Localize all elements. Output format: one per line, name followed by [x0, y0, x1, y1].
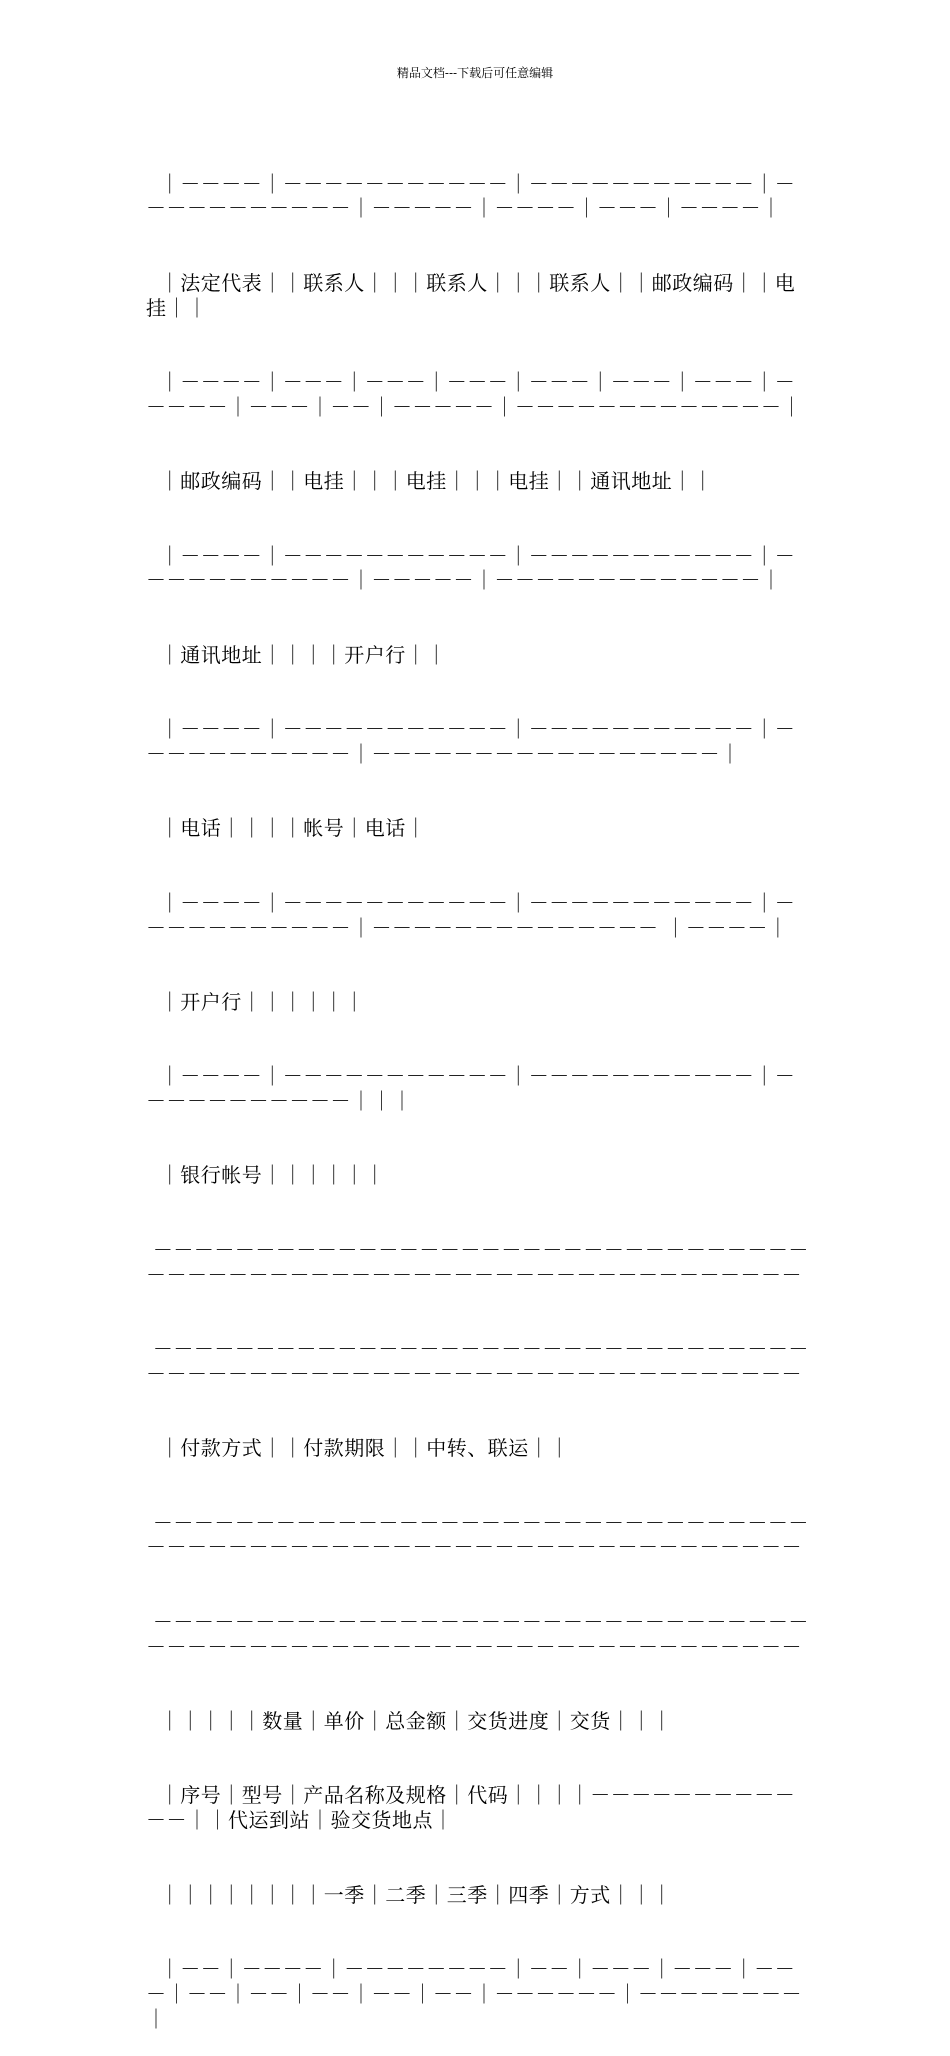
table-border-line: ｜－－－－｜－－－－－－－－－－－｜－－－－－－－－－－－｜－－－－－－－－－－－｜－－－－－｜－－－－｜－－－｜－－－－｜	[146, 171, 796, 221]
table-border-line: ｜－－－－｜－－－－－－－－－－－｜－－－－－－－－－－－｜－－－－－－－－－－－｜－－－－－－－－－－－－－－－－－｜	[146, 717, 796, 766]
divider-line: －－－－－－－－－－－－－－－－－－－－－－－－－－－－－－－－－－－－－－－－－－－－－－－－－－－－－－－－－－－－－－－－	[146, 1337, 809, 1386]
page-header: 精品文档---下载后可任意编辑	[396, 66, 554, 80]
table-header-row: ｜｜｜｜｜｜｜｜一季｜二季｜三季｜四季｜方式｜｜｜	[146, 1882, 673, 1907]
table-border-line: ｜－－－－｜－－－－－－－－－－－｜－－－－－－－－－－－｜－－－－－－－－－－－｜｜｜	[146, 1064, 796, 1114]
table-header-row: ｜｜｜｜｜数量｜单价｜总金额｜交货进度｜交货｜｜｜	[146, 1709, 673, 1733]
table-border-line: ｜－－－－｜－－－－－－－－－－－｜－－－－－－－－－－－｜－－－－－－－－－－－｜－－－－－－－－－－－－－－ ｜－－－－｜	[146, 890, 796, 940]
table-row-address: ｜通讯地址｜｜｜｜开户行｜｜	[146, 642, 447, 667]
divider-line: －－－－－－－－－－－－－－－－－－－－－－－－－－－－－－－－－－－－－－－－－－－－－－－－－－－－－－－－－－－－－－－－	[146, 1609, 809, 1659]
divider-line: －－－－－－－－－－－－－－－－－－－－－－－－－－－－－－－－－－－－－－－－－－－－－－－－－－－－－－－－－－－－－－－－	[146, 1237, 809, 1287]
table-header-row: ｜序号｜型号｜产品名称及规格｜代码｜｜｜｜－－－－－－－－－－－－｜｜代运到站｜验交货地点｜	[146, 1783, 796, 1833]
table-row-legal-rep: ｜法定代表｜｜联系人｜｜｜联系人｜｜｜联系人｜｜邮政编码｜｜电挂｜｜	[146, 270, 796, 320]
table-row-payment: ｜付款方式｜｜付款期限｜｜中转、联运｜｜	[146, 1436, 570, 1461]
table-row-bank-account: ｜银行帐号｜｜｜｜｜｜	[146, 1163, 386, 1188]
table-row-bank: ｜开户行｜｜｜｜｜｜	[146, 989, 365, 1014]
table-border-line: ｜－－－－｜－－－－－－－－－－－｜－－－－－－－－－－－｜－－－－－－－－－－－｜－－－－－｜－－－－－－－－－－－－－｜	[146, 543, 796, 593]
divider-line: －－－－－－－－－－－－－－－－－－－－－－－－－－－－－－－－－－－－－－－－－－－－－－－－－－－－－－－－－－－－－－－－	[146, 1510, 809, 1560]
document-body	[146, 122, 811, 2056]
table-row-postcode: ｜邮政编码｜｜电挂｜｜｜电挂｜｜｜电挂｜｜通讯地址｜｜	[146, 469, 714, 494]
table-border-line: ｜－－｜－－－－｜－－－－－－－－｜－－｜－－－｜－－－｜－－－｜－－｜－－｜－－｜－－｜－－｜－－－－－－｜－－－－－－－－｜	[146, 1956, 802, 2031]
table-border-line: ｜－－－－｜－－－｜－－－｜－－－｜－－－｜－－－｜－－－｜－－－－－｜－－－｜－－｜－－－－－｜－－－－－－－－－－－－－｜	[146, 369, 802, 419]
table-row-phone: ｜电话｜｜｜｜帐号｜电话｜	[146, 816, 427, 841]
